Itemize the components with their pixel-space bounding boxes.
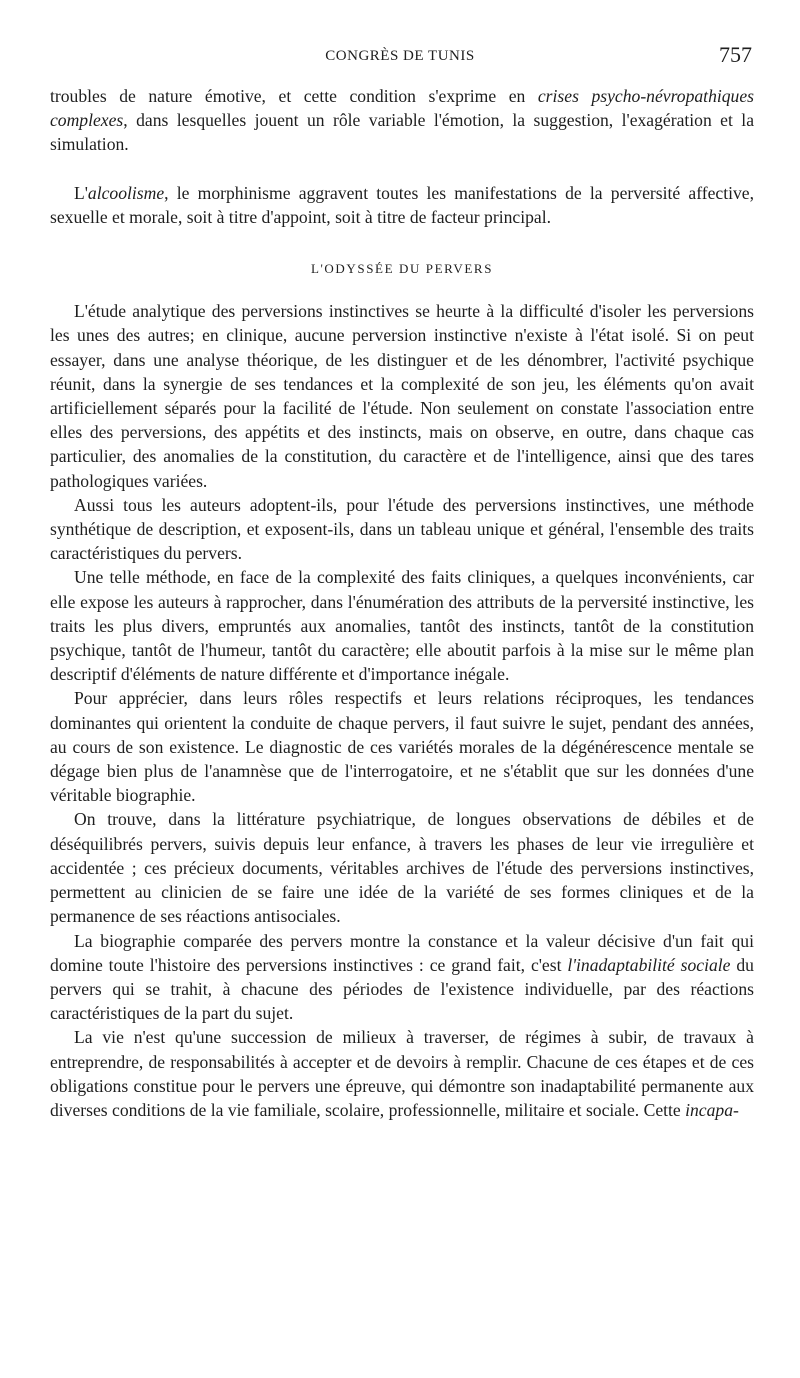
paragraph-biographie: Pour apprécier, dans leurs rôles respectifs et leurs relations réciproques, les tendances dominantes qui orientent la conduite de chaque pervers, il faut suivre le sujet, pendant des années, au cours de son existence. Le diagnostic de ces variétés morales de la dégénérescence mentale se dégage bien plus de l'anamnèse que de l'interrogatoire, et ne s'établit que sur les données d'une véritable biographie. [50,688,754,806]
paragraph-litterature: On trouve, dans la littérature psychiatrique, de longues observations de débiles et de déséquilibrés pervers, suivis depuis leur enfance, à travers les phases de leur vie irregulière et accidentée ; ces précieux documents, véritables archives de l'étude des perversions instinctives, permettent au clinicien de se faire une idée de la variété de ses formes cliniques et de la permanence de ses réactions antisociales. [50,809,754,927]
emphasis-alcoolisme: alcoolisme [87,182,165,203]
emphasis-crises: crises psycho-névropathiques complexes [50,86,755,131]
section-title: L'ODYSSÉE DU PERVERS [310,261,494,277]
paragraph-continued: troubles de nature émotive, et cette condition s'exprime en crises psycho-névropathiques complexes, dans lesquelles jouent un rôle variable l'émotion, la suggestion, l'exagération et la simulation. [50,86,755,155]
page-number: 757 [719,42,752,67]
page-header [0,42,800,72]
running-title: CONGRÈS DE TUNIS [325,48,475,64]
paragraph-alcoolisme: L'alcoolisme, le morphinisme aggravent toutes les manifestations de la perversité affective, sexuelle et morale, soit à titre d'appoint, soit à titre de facteur principal. [50,182,754,227]
emphasis-inadaptabilite: l'inadaptabilité sociale [567,954,731,975]
paragraph-inadaptabilite: La biographie comparée des pervers montre la constance et la valeur décisive d'un fait qui domine toute l'histoire des perversions instinctives : ce grand fait, c'est l'inadaptabilité sociale du pervers qui se trahit, à chacune des périodes de l'existence individuelle, par des réactions caractéristiques de la part du sujet. [50,930,754,1024]
paragraph-vie-succession: La vie n'est qu'une succession de milieux à traverser, de régimes à subir, de travaux à entreprendre, de responsabilités à accepter et de devoirs à remplir. Chacune de ces étapes et de ces obligations constitue pour le pervers une épreuve, qui démontre son inadaptabilité permanente aux diverses conditions de la vie familiale, scolaire, professionnelle, militaire et sociale. Cette incapa- [50,1027,754,1120]
body-text [50,84,754,1122]
paragraph-inconvenients: Une telle méthode, en face de la complexité des faits cliniques, a quelques inconvénients, car elle expose les auteurs à rapprocher, dans l'énumération des attributs de la perversité instinctive, les traits les plus divers, empruntés aux anomalies, tantôt des instincts, tantôt de la constitution psychique, tantôt de l'humeur, tantôt du caractère; elle aboutit parfois à la mise sur le même plan descriptif d'éléments de nature différente et d'importance inégale. [50,567,754,685]
paragraph-etude-analytique: L'étude analytique des perversions instinctives se heurte à la difficulté d'isoler les perversions les unes des autres; en clinique, aucune perversion instinctive n'existe à l'état isolé. Si on peut essayer, dans une analyse théorique, de les distinguer et de les dénombrer, l'activité psychique réunit, dans la synergie de ses tendances et la complexité de son jeu, les éléments qu'on avait artificiellement séparés pour la facilité de l'étude. Non seulement on constate l'association entre elles des perversions, des appétits et des instincts, mais on observe, en outre, dans chaque cas particulier, des anomalies de la constitution, du caractère et de l'intelligence, ainsi que des tares pathologiques variées. [50,301,754,491]
emphasis-incapa: incapa- [685,1099,739,1120]
paragraph-methode-synthetique: Aussi tous les auteurs adoptent-ils, pour l'étude des perversions instinctives, une méthode synthétique de description, et exposent-ils, dans un tableau unique et général, l'ensemble des traits caractéristiques du pervers. [50,494,754,564]
